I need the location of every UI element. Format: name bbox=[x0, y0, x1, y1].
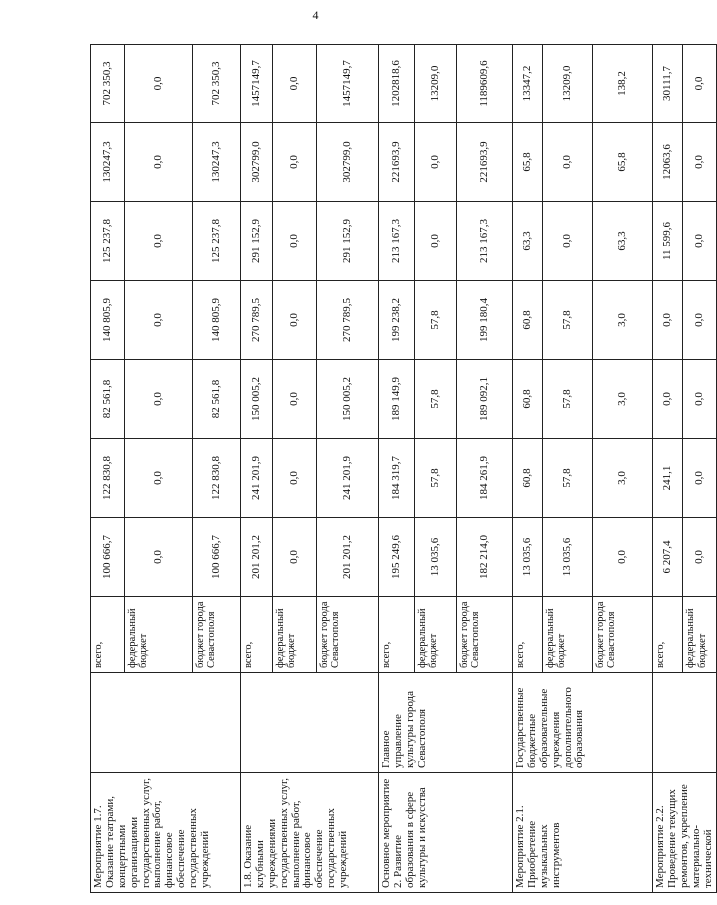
value-cell: 213 167,3 bbox=[379, 202, 415, 281]
executor-cell: Государственные бюджетные образовательные учреждения дополнительного образования bbox=[513, 673, 653, 773]
value-cell: 122 830,8 bbox=[193, 439, 241, 518]
value-cell: 1202818,6 bbox=[379, 45, 415, 123]
value-cell: 270 789,5 bbox=[317, 281, 379, 360]
value-cell: 0,0 bbox=[273, 281, 317, 360]
funding-source-cell: всего, bbox=[379, 597, 415, 673]
table-row bbox=[379, 45, 415, 893]
value-cell: 57,8 bbox=[543, 281, 593, 360]
value-cell: 140 805,9 bbox=[91, 281, 125, 360]
value-cell: 57,8 bbox=[415, 281, 457, 360]
funding-source-cell: федеральный бюджет bbox=[273, 597, 317, 673]
table-row bbox=[91, 45, 125, 893]
value-cell: 195 249,6 bbox=[379, 518, 415, 597]
value-cell: 13 035,6 bbox=[415, 518, 457, 597]
value-cell: 150 005,2 bbox=[317, 360, 379, 439]
value-cell: 13209,0 bbox=[415, 45, 457, 123]
event-name-cell: Основное мероприятие 2. Развитие образования в сфере культуры и искусства bbox=[379, 773, 513, 893]
value-cell: 0,0 bbox=[543, 123, 593, 202]
value-cell: 0,0 bbox=[683, 123, 717, 202]
value-cell: 3,0 bbox=[593, 439, 653, 518]
value-cell: 140 805,9 bbox=[193, 281, 241, 360]
value-cell: 57,8 bbox=[543, 439, 593, 518]
value-cell: 3,0 bbox=[593, 281, 653, 360]
value-cell: 0,0 bbox=[415, 202, 457, 281]
funding-source-cell: федеральный бюджет bbox=[415, 597, 457, 673]
value-cell: 13 035,6 bbox=[543, 518, 593, 597]
value-cell: 57,8 bbox=[415, 439, 457, 518]
value-cell: 189 149,9 bbox=[379, 360, 415, 439]
table-row bbox=[513, 45, 543, 893]
value-cell: 0,0 bbox=[273, 123, 317, 202]
value-cell: 0,0 bbox=[273, 439, 317, 518]
value-cell: 0,0 bbox=[593, 518, 653, 597]
value-cell: 0,0 bbox=[273, 518, 317, 597]
value-cell: 0,0 bbox=[125, 202, 193, 281]
value-cell: 0,0 bbox=[683, 202, 717, 281]
value-cell: 11 599,6 bbox=[653, 202, 683, 281]
table-row bbox=[241, 45, 273, 893]
value-cell: 241 201,9 bbox=[241, 439, 273, 518]
value-cell: 30111,7 bbox=[653, 45, 683, 123]
value-cell: 0,0 bbox=[125, 123, 193, 202]
value-cell: 199 238,2 bbox=[379, 281, 415, 360]
funding-source-cell: бюджет города Севастополя bbox=[317, 597, 379, 673]
value-cell: 201 201,2 bbox=[317, 518, 379, 597]
value-cell: 6 207,4 bbox=[653, 518, 683, 597]
value-cell: 184 261,9 bbox=[457, 439, 513, 518]
value-cell: 0,0 bbox=[683, 518, 717, 597]
value-cell: 0,0 bbox=[683, 439, 717, 518]
funding-source-cell: федеральный бюджет bbox=[683, 597, 717, 673]
executor-cell bbox=[241, 673, 379, 773]
value-cell: 1457149,7 bbox=[317, 45, 379, 123]
value-cell: 0,0 bbox=[653, 360, 683, 439]
value-cell: 0,0 bbox=[653, 281, 683, 360]
value-cell: 0,0 bbox=[273, 360, 317, 439]
value-cell: 13209,0 bbox=[543, 45, 593, 123]
value-cell: 122 830,8 bbox=[91, 439, 125, 518]
value-cell: 0,0 bbox=[125, 518, 193, 597]
value-cell: 60,8 bbox=[513, 439, 543, 518]
value-cell: 12063,6 bbox=[653, 123, 683, 202]
value-cell: 57,8 bbox=[415, 360, 457, 439]
value-cell: 57,8 bbox=[543, 360, 593, 439]
funding-source-cell: всего, bbox=[653, 597, 683, 673]
funding-source-cell: федеральный бюджет bbox=[125, 597, 193, 673]
value-cell: 63,3 bbox=[593, 202, 653, 281]
event-name-cell: Мероприятие 2.1. Приобретение музыкальных инструментов bbox=[513, 773, 653, 893]
event-name-cell: Мероприятие 1.7. Оказание театрами, концертными организациями государственных услуг, выполнение работ, финансовое обеспечение государственных учреждений bbox=[91, 773, 241, 893]
funding-source-cell: всего, bbox=[241, 597, 273, 673]
executor-cell: Главное управление культуры города Севастополя bbox=[379, 673, 513, 773]
funding-source-cell: бюджет города Севастополя bbox=[457, 597, 513, 673]
executor-cell bbox=[91, 673, 241, 773]
value-cell: 302799,0 bbox=[317, 123, 379, 202]
value-cell: 0,0 bbox=[543, 202, 593, 281]
value-cell: 1189609,6 bbox=[457, 45, 513, 123]
value-cell: 60,8 bbox=[513, 360, 543, 439]
value-cell: 302799,0 bbox=[241, 123, 273, 202]
value-cell: 702 350,3 bbox=[91, 45, 125, 123]
value-cell: 0,0 bbox=[683, 45, 717, 123]
value-cell: 100 666,7 bbox=[193, 518, 241, 597]
value-cell: 63,3 bbox=[513, 202, 543, 281]
funding-source-cell: федеральный бюджет bbox=[543, 597, 593, 673]
value-cell: 3,0 bbox=[593, 360, 653, 439]
value-cell: 241 201,9 bbox=[317, 439, 379, 518]
value-cell: 138,2 bbox=[593, 45, 653, 123]
value-cell: 221693,9 bbox=[379, 123, 415, 202]
value-cell: 702 350,3 bbox=[193, 45, 241, 123]
value-cell: 130247,3 bbox=[91, 123, 125, 202]
value-cell: 13347,2 bbox=[513, 45, 543, 123]
value-cell: 0,0 bbox=[273, 202, 317, 281]
value-cell: 0,0 bbox=[683, 360, 717, 439]
budget-table-body bbox=[91, 45, 717, 893]
event-name-cell: Мероприятие 2.2. Проведение текущих ремонтов, укрепление материально-технической bbox=[653, 773, 717, 893]
value-cell: 1457149,7 bbox=[241, 45, 273, 123]
value-cell: 0,0 bbox=[273, 45, 317, 123]
value-cell: 0,0 bbox=[683, 281, 717, 360]
value-cell: 291 152,9 bbox=[317, 202, 379, 281]
value-cell: 150 005,2 bbox=[241, 360, 273, 439]
funding-source-cell: всего, bbox=[513, 597, 543, 673]
funding-source-cell: бюджет города Севастополя bbox=[593, 597, 653, 673]
budget-table bbox=[90, 44, 717, 893]
value-cell: 213 167,3 bbox=[457, 202, 513, 281]
value-cell: 0,0 bbox=[125, 45, 193, 123]
value-cell: 0,0 bbox=[125, 439, 193, 518]
event-name-cell: 1.8. Оказание клубными учреждениями государственных услуг, выполнение работ, финансовое обеспечение государственных учреждений bbox=[241, 773, 379, 893]
table-row bbox=[653, 45, 683, 893]
funding-source-cell: бюджет города Севастополя bbox=[193, 597, 241, 673]
value-cell: 241,1 bbox=[653, 439, 683, 518]
value-cell: 291 152,9 bbox=[241, 202, 273, 281]
value-cell: 0,0 bbox=[415, 123, 457, 202]
value-cell: 130247,3 bbox=[193, 123, 241, 202]
value-cell: 182 214,0 bbox=[457, 518, 513, 597]
value-cell: 65,8 bbox=[593, 123, 653, 202]
value-cell: 270 789,5 bbox=[241, 281, 273, 360]
value-cell: 0,0 bbox=[125, 281, 193, 360]
value-cell: 201 201,2 bbox=[241, 518, 273, 597]
value-cell: 82 561,8 bbox=[193, 360, 241, 439]
value-cell: 65,8 bbox=[513, 123, 543, 202]
value-cell: 0,0 bbox=[125, 360, 193, 439]
rotated-table-container bbox=[90, 45, 714, 893]
value-cell: 125 237,8 bbox=[91, 202, 125, 281]
value-cell: 60,8 bbox=[513, 281, 543, 360]
value-cell: 82 561,8 bbox=[91, 360, 125, 439]
funding-source-cell: всего, bbox=[91, 597, 125, 673]
value-cell: 221693,9 bbox=[457, 123, 513, 202]
value-cell: 189 092,1 bbox=[457, 360, 513, 439]
value-cell: 13 035,6 bbox=[513, 518, 543, 597]
value-cell: 184 319,7 bbox=[379, 439, 415, 518]
page-number: 4 bbox=[312, 8, 319, 22]
executor-cell bbox=[653, 673, 717, 773]
value-cell: 100 666,7 bbox=[91, 518, 125, 597]
value-cell: 125 237,8 bbox=[193, 202, 241, 281]
value-cell: 199 180,4 bbox=[457, 281, 513, 360]
